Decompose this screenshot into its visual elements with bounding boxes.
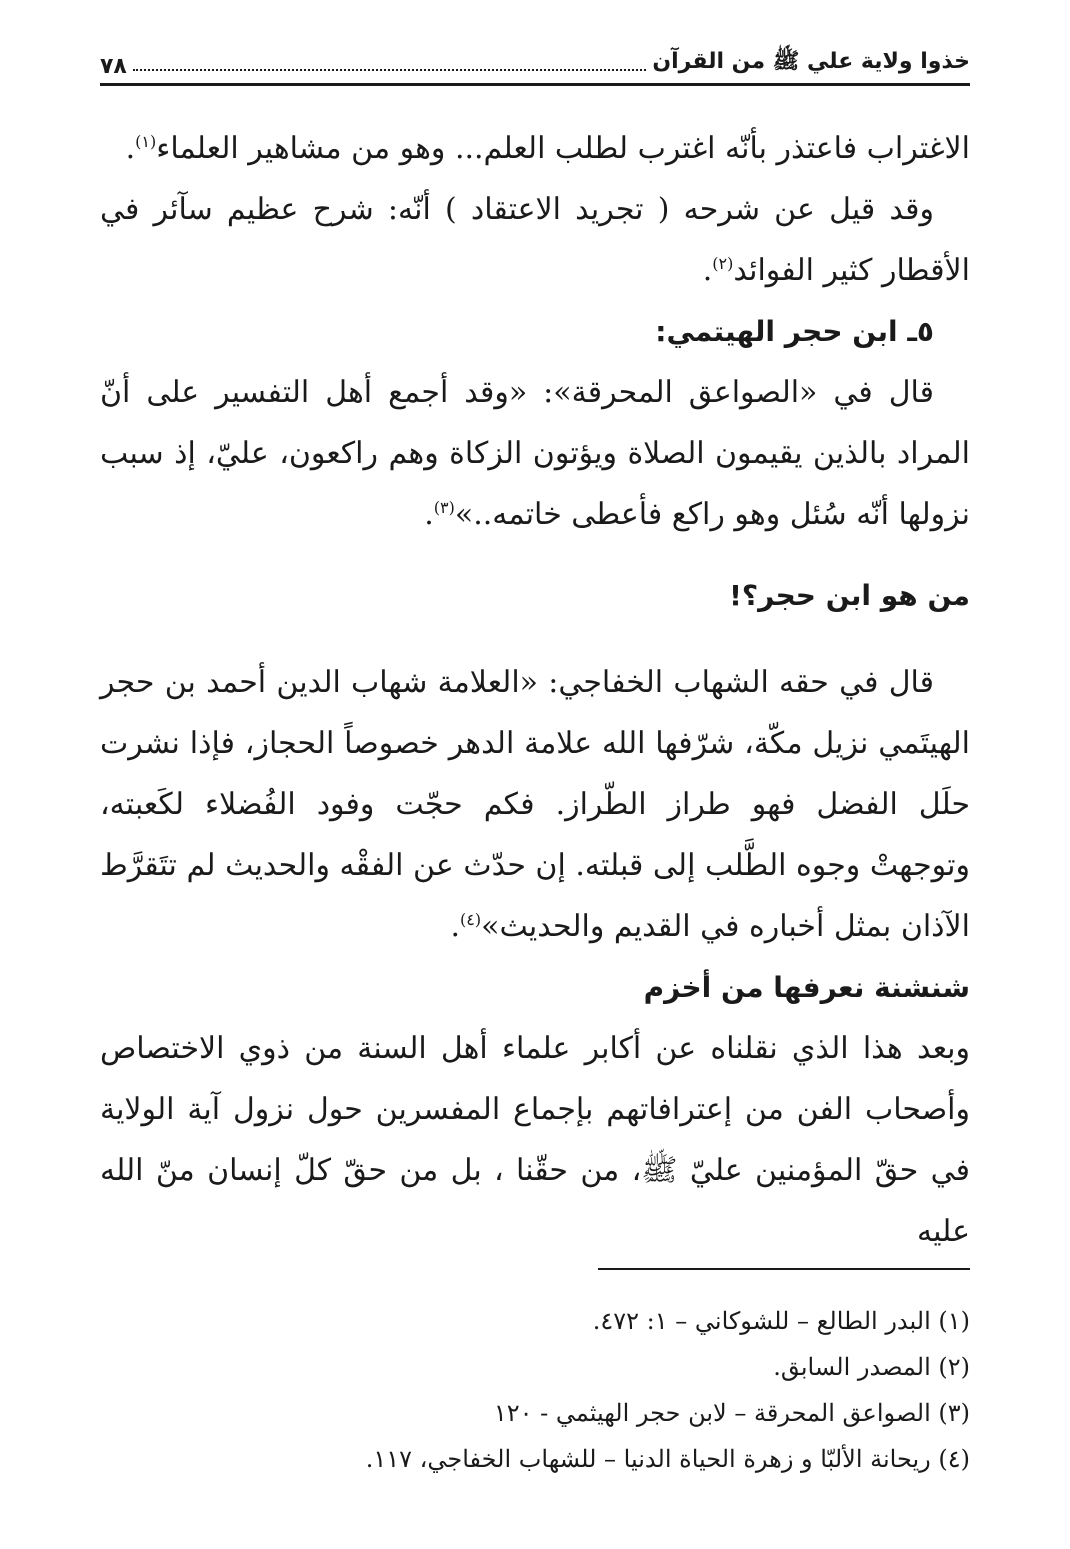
- main-text: [100, 118, 970, 1262]
- footnote-1: (١) البدر الطالع – للشوكاني – ١: ٤٧٢.: [592, 1307, 970, 1335]
- footnote-divider: [598, 1268, 970, 1270]
- paragraph-4: [100, 652, 970, 957]
- running-header: [100, 38, 970, 86]
- paragraph-3-text: قال في «الصواعق المحرقة»: «وقد أجمع أهل التفسير على أنّ المراد بالذين يقيمون الصلاة ويؤتون الزكاة وهم راكعون، عليّ، إذ سبب نزولها أنّه سُئل وهو راكع فأعطى خاتمه..»: [100, 375, 970, 532]
- paragraph-1-end: .: [125, 131, 136, 166]
- page-number: ٧٨: [100, 54, 127, 79]
- footnote-4: (٤) ريحانة الألبّا و زهرة الحياة الدنيا – للشهاب الخفاجي، ١١٧.: [365, 1445, 970, 1473]
- leader-dots: [133, 68, 647, 71]
- paragraph-5: وبعد هذا الذي نقلناه عن أكابر علماء أهل السنة من ذوي الاختصاص وأصحاب الفن من إعترافاتهم بإجماع المفسرين حول نزول آية الولاية في حقّ المؤمنين عليّ ﷺ، من حقّنا ، بل من حقّ كلّ إنسان منّ الله عليه: [100, 1031, 970, 1249]
- paragraph-2-end: .: [702, 253, 713, 288]
- footnote-ref-1: (١): [135, 132, 157, 151]
- section-heading: من هو ابن حجر؟!: [729, 579, 970, 612]
- footnote-2: (٢) المصدر السابق.: [773, 1353, 970, 1381]
- paragraph-4-end: .: [450, 909, 460, 944]
- running-title: خذوا ولاية علي ﷺ من القرآن: [652, 49, 970, 74]
- paragraph-2: [100, 179, 970, 301]
- paragraph-4-text: قال في حقه الشهاب الخفاجي: «العلامة شهاب الدين أحمد بن حجر الهيتَمي نزيل مكّة، شرّفها الله علامة الدهر خصوصاً الحجاز، فإذا نشرت حلَل الفضل فهو طراز الطّراز. فكم حجّت وفود الفُضلاء لكَعبته، وتوجهتْ وجوه الطَّلب إلى قبلته. إن حدّث عن الفقْه والحديث لم تتَقرَّط الآذان بمثل أخباره في القديم والحديث»: [100, 665, 970, 944]
- heading-ibn-hajar: ٥ـ ابن حجر الهيتمي:: [655, 315, 934, 348]
- paragraph-2-text: وقد قيل عن شرحه ( تجريد الاعتقاد ) أنّه: شرح عظيم سآئر في الأقطار كثير الفوائد: [100, 192, 970, 288]
- paragraph-3-end: .: [424, 497, 434, 532]
- footnote-ref-4: (٤): [460, 910, 482, 929]
- footnote-ref-3: (٣): [433, 498, 455, 517]
- footnote-ref-2: (٢): [712, 254, 734, 273]
- footnotes: [100, 1298, 970, 1482]
- footnote-3: (٣) الصواعق المحرقة – لابن حجر الهيثمي - ١٢٠: [493, 1399, 970, 1427]
- heading-shinshina: شنشنة نعرفها من أخزم: [643, 971, 970, 1004]
- paragraph-1-text: الاغتراب فاعتذر بأنّه اغترب لطلب العلم... وهو من مشاهير العلماء: [156, 131, 970, 166]
- paragraph-1: [100, 118, 970, 179]
- paragraph-3: [100, 362, 970, 545]
